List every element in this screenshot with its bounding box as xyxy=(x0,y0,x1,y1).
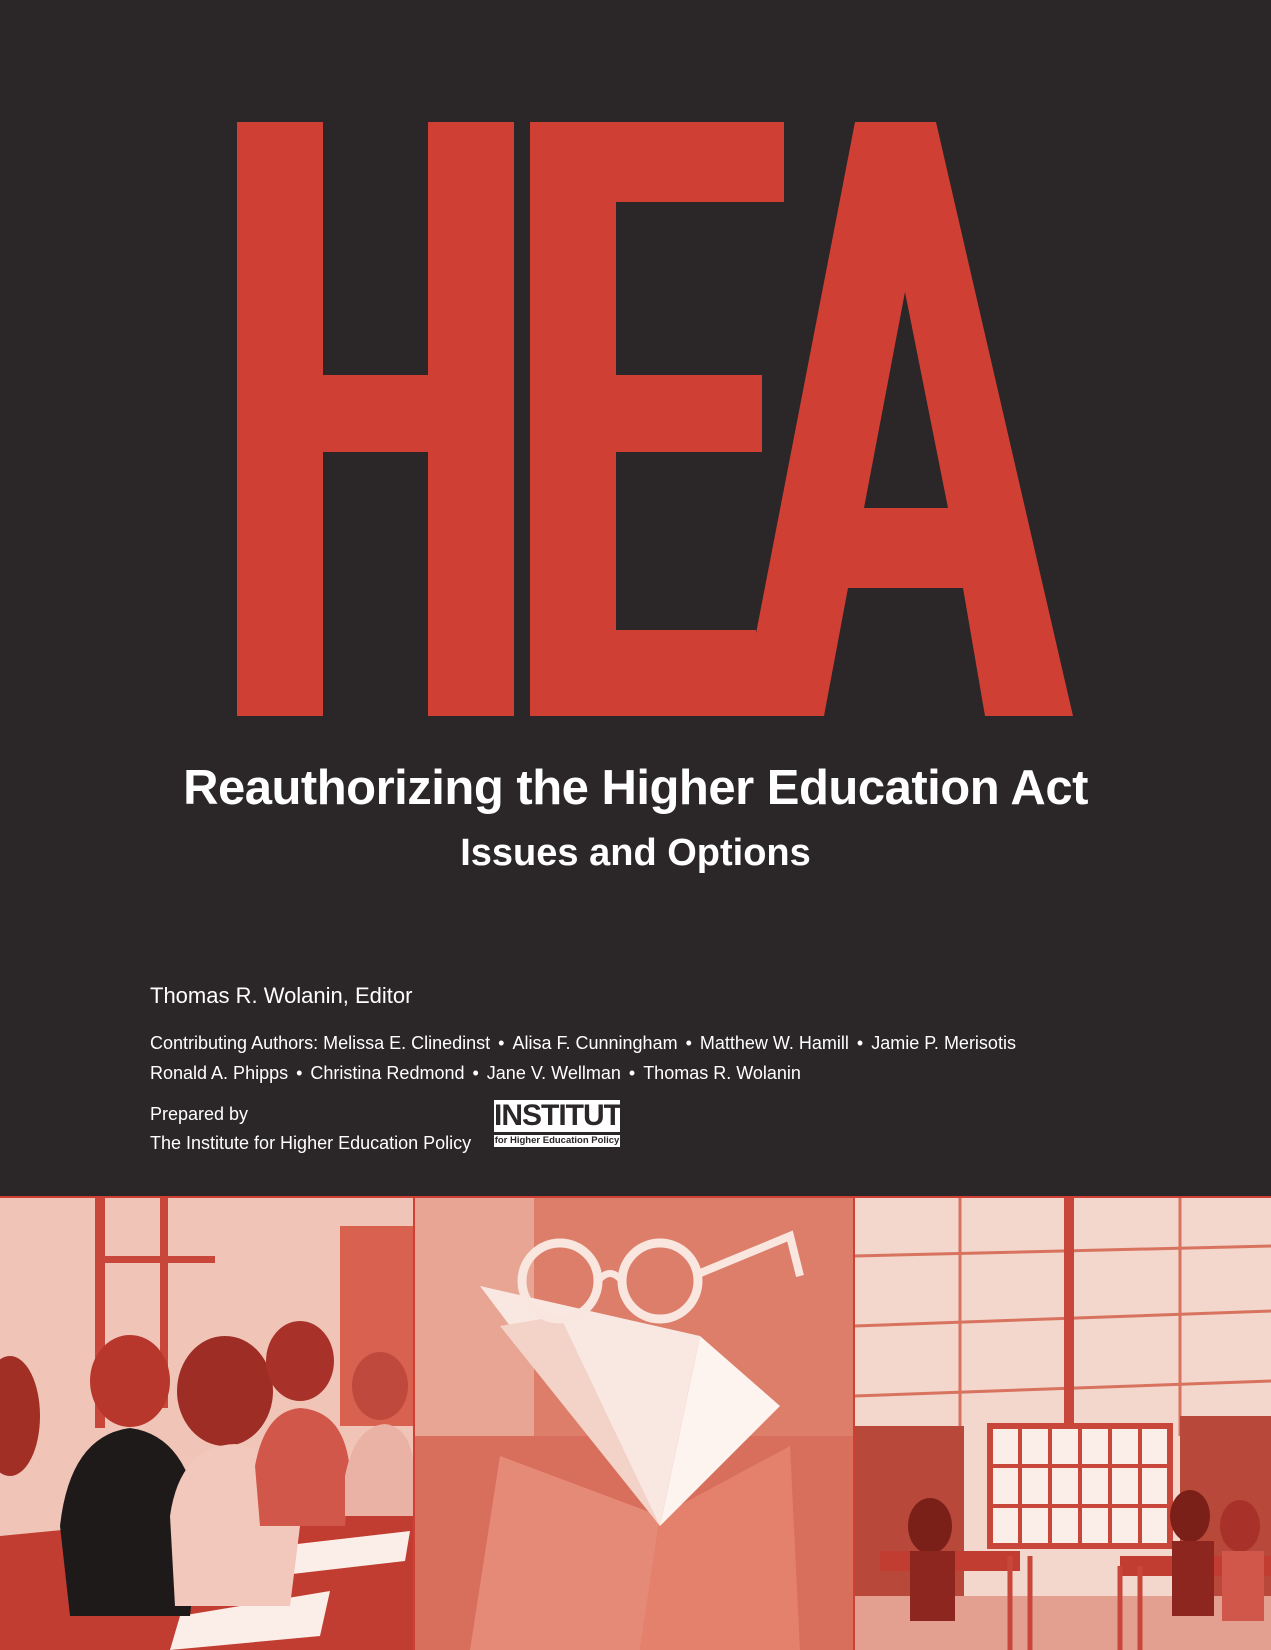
bullet-separator: • xyxy=(472,1063,479,1083)
open-book-glasses-photo xyxy=(414,1198,854,1650)
author-name: Jane V. Wellman xyxy=(486,1063,621,1083)
institute-logo-subtitle: for Higher Education Policy xyxy=(494,1135,620,1146)
author-name: Contributing Authors: Melissa E. Clinedinst xyxy=(150,1033,491,1053)
report-title: Reauthorizing the Higher Education Act xyxy=(183,761,1088,815)
editor-credit: Thomas R. Wolanin, Editor xyxy=(150,983,413,1008)
prepared-label: Prepared by xyxy=(150,1104,249,1124)
author-name: Jamie P. Merisotis xyxy=(871,1033,1016,1053)
contributing-authors xyxy=(150,1028,1150,1088)
hea-letter-h xyxy=(237,122,514,716)
authors-line-2 xyxy=(150,1058,1150,1088)
photo-strip xyxy=(0,1196,1271,1650)
prepared-organization: The Institute for Higher Education Policy xyxy=(150,1133,472,1153)
bullet-separator: • xyxy=(498,1033,505,1053)
hea-letter-a xyxy=(740,122,1073,716)
bullet-separator: • xyxy=(296,1063,303,1083)
author-name: Alisa F. Cunningham xyxy=(512,1033,678,1053)
report-subtitle: Issues and Options xyxy=(460,832,811,874)
library-interior-photo xyxy=(854,1198,1271,1650)
authors-line-1 xyxy=(150,1028,1150,1058)
author-name: Thomas R. Wolanin xyxy=(643,1063,801,1083)
hea-logo xyxy=(0,0,1271,740)
author-name: Ronald A. Phipps xyxy=(150,1063,289,1083)
author-name: Matthew W. Hamill xyxy=(699,1033,849,1053)
hea-letter-e xyxy=(530,122,784,716)
institute-logo-word: INSTITUTE xyxy=(494,1099,640,1132)
bullet-separator: • xyxy=(685,1033,692,1053)
bullet-separator: • xyxy=(628,1063,636,1083)
bullet-separator: • xyxy=(856,1033,864,1053)
students-studying-photo xyxy=(0,1198,414,1650)
prepared-by xyxy=(150,1100,471,1158)
author-name: Christina Redmond xyxy=(310,1063,465,1083)
institute-logo xyxy=(494,1099,640,1150)
